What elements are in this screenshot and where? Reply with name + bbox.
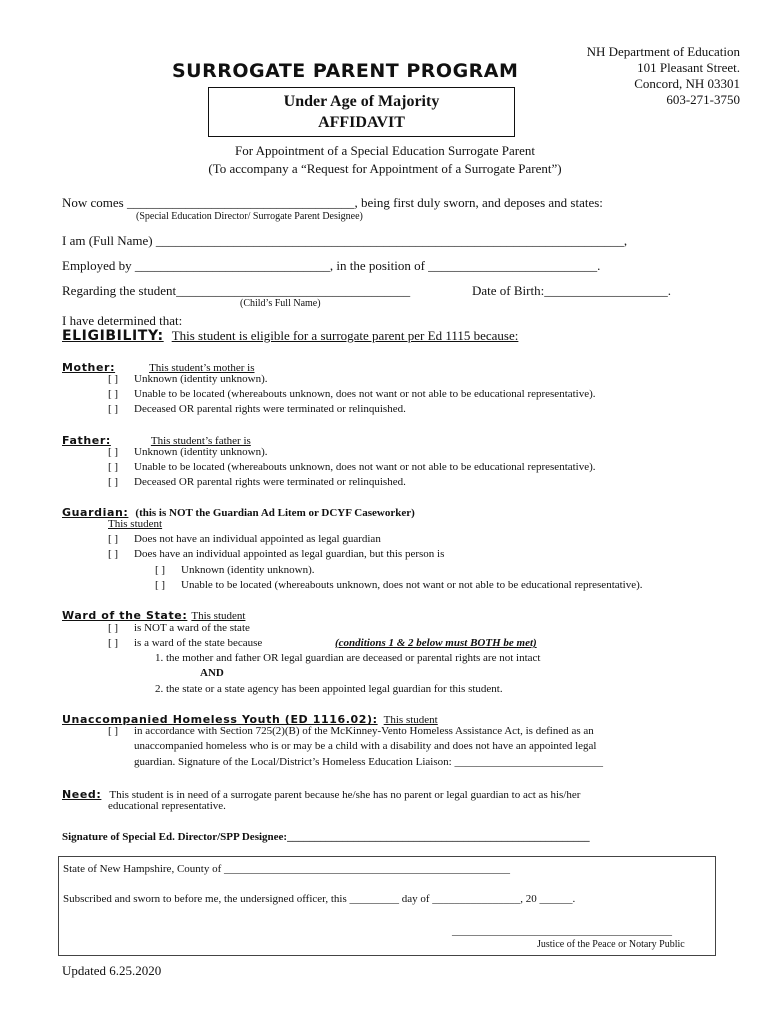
regarding-student-line[interactable]: Regarding the student____________________________________ <box>62 283 411 298</box>
checkbox[interactable]: [ ] <box>108 725 119 737</box>
need-text-2: educational representative. <box>108 800 226 812</box>
option-label: Deceased OR parental rights were terminated or relinquished. <box>134 403 406 415</box>
option-label: Unable to be located (whereabouts unknown, does not want or not able to be educational representative). <box>134 461 596 473</box>
notary-caption: Justice of the Peace or Notary Public <box>537 939 685 950</box>
guardian-sub-unknown[interactable] <box>155 564 315 576</box>
sworn-line[interactable]: Subscribed and sworn to before me, the undersigned officer, this _________ day of ________________, 20 ______. <box>63 893 576 905</box>
checkbox[interactable]: [ ] <box>108 373 119 385</box>
need-label: Need: <box>62 788 102 801</box>
option-label: Unknown (identity unknown). <box>134 446 268 458</box>
option-label: is a ward of the state because <box>134 637 263 649</box>
subtitle-2: (To accompany a “Request for Appointment of a Surrogate Parent”) <box>208 161 562 176</box>
homeless-line-2: unaccompanied homeless who is or may be a child with a disability and does not have an appointed legal <box>134 740 597 752</box>
child-name-caption: (Child’s Full Name) <box>240 298 321 309</box>
mother-lead: This student’s mother is <box>149 362 255 374</box>
need-text: This student is in need of a surrogate parent because he/she has no parent or legal guardian to act as his/her <box>109 789 581 801</box>
department-address <box>587 44 740 108</box>
father-option-deceased[interactable] <box>108 476 406 488</box>
ward-condition-2: 2. the state or a state agency has been appointed legal guardian for this student. <box>155 683 503 695</box>
option-label: Deceased OR parental rights were terminated or relinquished. <box>134 476 406 488</box>
guardian-option-has[interactable] <box>108 548 444 560</box>
guardian-label: Guardian: <box>62 506 129 519</box>
option-label: Unknown (identity unknown). <box>181 564 315 576</box>
mother-option-unlocated[interactable] <box>108 388 596 400</box>
guardian-option-none[interactable] <box>108 533 381 545</box>
checkbox[interactable]: [ ] <box>108 533 119 545</box>
checkbox[interactable]: [ ] <box>108 476 119 488</box>
ward-condition-1: 1. the mother and father OR legal guardian are deceased or parental rights are not intact <box>155 652 541 664</box>
mother-label: Mother: <box>62 361 116 374</box>
option-label: Does have an individual appointed as legal guardian, but this person is <box>134 548 445 560</box>
homeless-liaison-signature[interactable]: guardian. Signature of the Local/District’s Homeless Education Liaison: ___________________________ <box>134 756 603 768</box>
checkbox[interactable]: [ ] <box>108 461 119 473</box>
mother-option-deceased[interactable] <box>108 403 406 415</box>
father-lead: This student’s father is <box>150 435 251 447</box>
father-option-unknown[interactable] <box>108 446 268 458</box>
homeless-option[interactable] <box>108 725 594 737</box>
homeless-label: Unaccompanied Homeless Youth (ED 1116.02): <box>62 713 378 726</box>
subtitle-1: For Appointment of a Special Education Surrogate Parent <box>234 143 535 158</box>
now-comes-caption: (Special Education Director/ Surrogate Parent Designee) <box>136 211 363 222</box>
option-label: in accordance with Section 725(2)(B) of the McKinney-Vento Homeless Assistance Act, is defined as an <box>134 725 594 737</box>
father-label: Father: <box>62 434 111 447</box>
option-label: Unable to be located (whereabouts unknown, does not want or not able to be educational representative). <box>181 579 643 591</box>
address-line: NH Department of Education <box>586 44 740 59</box>
option-label: is NOT a ward of the state <box>134 622 250 634</box>
option-label: Does not have an individual appointed as legal guardian <box>134 533 381 545</box>
notary-signature-line[interactable]: ________________________________________ <box>452 925 672 937</box>
checkbox[interactable]: [ ] <box>108 388 119 400</box>
full-name-line[interactable]: I am (Full Name) ________________________________________________________________________, <box>62 233 628 248</box>
eligibility-label: ELIGIBILITY: <box>62 328 164 344</box>
father-option-unlocated[interactable] <box>108 461 596 473</box>
eligibility-text: This student is eligible for a surrogate parent per Ed 1115 because: <box>171 328 519 343</box>
ward-lead: This student <box>191 610 246 622</box>
director-signature-line[interactable]: Signature of Special Ed. Director/SPP Designee:_______________________________________________________ <box>62 831 590 843</box>
ward-and: AND <box>200 667 224 679</box>
eligibility-row <box>62 327 518 345</box>
now-comes-line[interactable]: Now comes ___________________________________, being first duly sworn, and deposes and states: <box>62 195 603 210</box>
checkbox[interactable]: [ ] <box>155 579 166 591</box>
guardian-lead: This student <box>108 518 163 530</box>
checkbox[interactable]: [ ] <box>108 622 119 634</box>
option-label: Unknown (identity unknown). <box>134 373 268 385</box>
box-line-2: AFFIDAVIT <box>318 114 405 131</box>
notary-box <box>58 856 716 956</box>
address-line: 101 Pleasant Street. <box>637 60 740 75</box>
address-line: Concord, NH 03301 <box>634 76 740 91</box>
program-title: SURROGATE PARENT PROGRAM <box>172 60 519 82</box>
checkbox[interactable]: [ ] <box>108 637 119 649</box>
address-line: 603-271-3750 <box>666 92 740 107</box>
guardian-note: (this is NOT the Guardian Ad Litem or DCYF Caseworker) <box>135 507 415 519</box>
guardian-sub-unlocated[interactable] <box>155 579 643 591</box>
box-line-1: Under Age of Majority <box>283 93 440 110</box>
checkbox[interactable]: [ ] <box>108 446 119 458</box>
date-of-birth-line[interactable]: Date of Birth:___________________. <box>472 283 671 298</box>
updated-date: Updated 6.25.2020 <box>62 963 162 978</box>
ward-conditions-note: (conditions 1 & 2 below must BOTH be met) <box>335 637 537 649</box>
determined-line: I have determined that: <box>62 313 183 328</box>
ward-label: Ward of the State: <box>62 609 188 622</box>
option-label: Unable to be located (whereabouts unknown, does not want or not able to be educational representative). <box>134 388 596 400</box>
ward-option-is[interactable] <box>108 637 262 649</box>
mother-option-unknown[interactable] <box>108 373 268 385</box>
checkbox[interactable]: [ ] <box>108 548 119 560</box>
county-line[interactable]: State of New Hampshire, County of ____________________________________________________ <box>63 863 510 875</box>
checkbox[interactable]: [ ] <box>155 564 166 576</box>
ward-option-not[interactable] <box>108 622 250 634</box>
employed-line[interactable]: Employed by ______________________________, in the position of __________________________. <box>62 258 601 273</box>
homeless-lead: This student <box>383 714 438 726</box>
checkbox[interactable]: [ ] <box>108 403 119 415</box>
affidavit-title-box <box>208 87 515 137</box>
